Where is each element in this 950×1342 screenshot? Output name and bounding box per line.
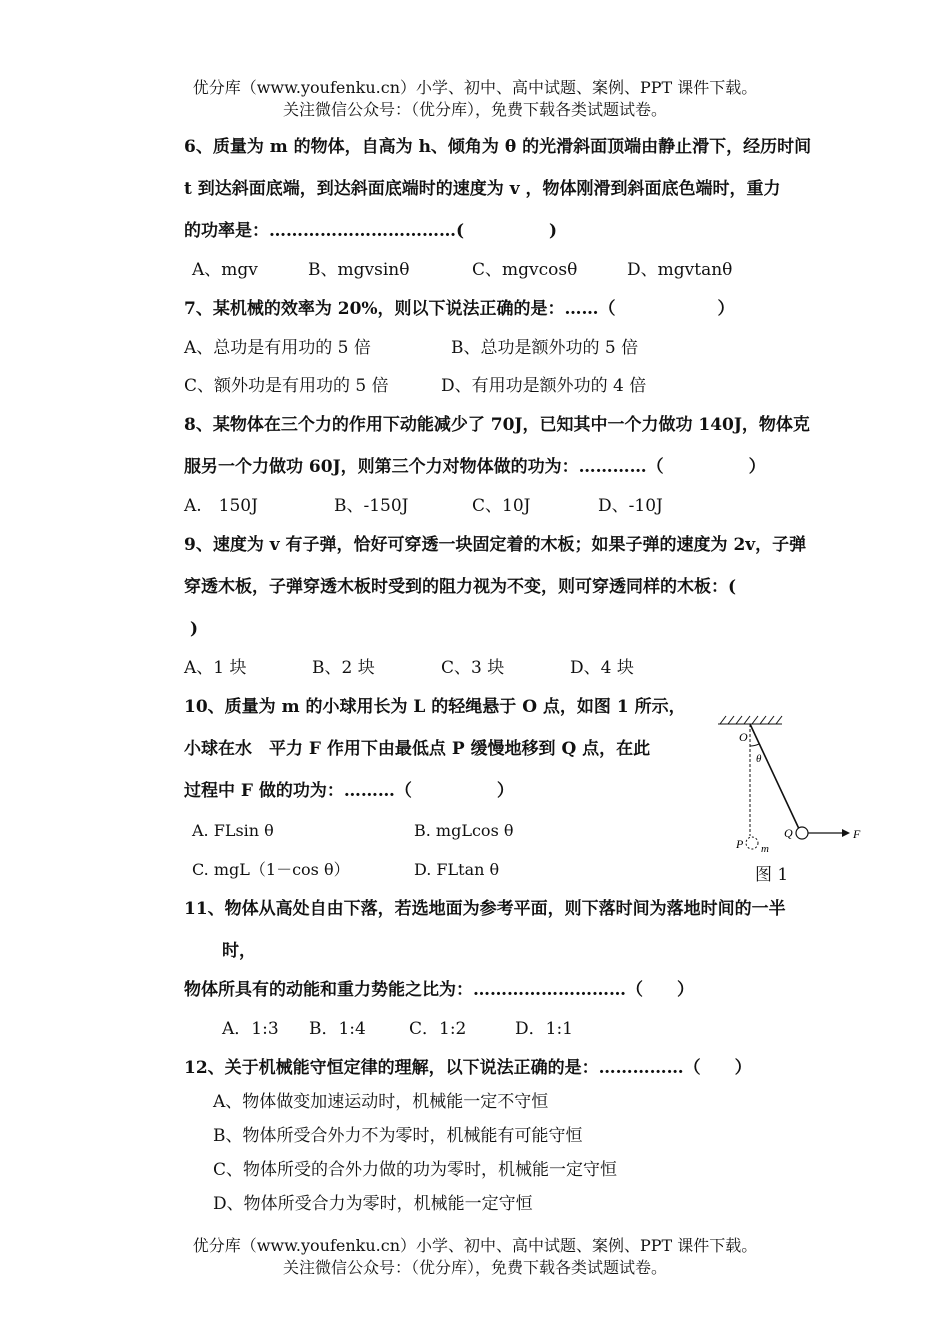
ball-p-dashed [746,837,758,849]
label-q: Q [784,826,793,840]
q8-text-1: 8、某物体在三个力的作用下动能减少了 70J，已知其中一个力做功 140J，物体克 [184,415,810,435]
q6-option-a: A、mgv [192,260,258,280]
q9-text-1: 9、速度为 v 有子弹，恰好可穿透一块固定着的木板；如果子弹的速度为 2v，子弹 [184,535,807,555]
force-arrowhead [842,829,850,837]
rope [750,724,800,831]
q11-option-c: C．1:2 [409,1019,467,1039]
header-line-1: 优分库（www.youfenku.cn）小学、初中、高中试题、案例、PPT 课件下载。 [192,78,758,97]
header-line-2: 关注微信公众号：（优分库），免费下载各类试题试卷。 [282,100,667,119]
q12-text-1: 12、关于机械能守恒定律的理解，以下说法正确的是：……………（ ） [184,1058,752,1078]
q6-option-d: D、mgvtanθ [627,260,733,280]
figure-caption: 图 1 [755,865,789,885]
label-p: P [736,837,744,851]
pendulum-figure [712,712,872,892]
q6-text-1: 6、质量为 m 的物体，自高为 h、倾角为 θ 的光滑斜面顶端由静止滑下，经历时间 [184,137,812,157]
q7-text-1: 7、某机械的效率为 20%，则以下说法正确的是：……（ ） [184,299,735,319]
label-f: F [853,827,861,841]
q6-option-b: B、mgvsinθ [308,260,410,280]
q9-text-3: ) [190,619,199,639]
q10-text-2: 小球在水 平力 F 作用下由最低点 P 缓慢地移到 Q 点，在此 [184,739,651,759]
q11-text-2: 时， [222,941,256,961]
q11-option-b: B．1:4 [309,1019,366,1039]
q7-option-c: C、额外功是有用功的 5 倍 [184,376,389,396]
q7-option-d: D、有用功是额外功的 4 倍 [441,376,647,396]
q9-option-b: B、2 块 [312,658,375,678]
q6-option-c: C、mgvcosθ [472,260,578,280]
q11-text-1: 11、物体从高处自由下落，若选地面为参考平面，则下落时间为落地时间的一半 [184,899,786,919]
q10-text-1: 10、质量为 m 的小球用长为 L 的轻绳悬于 O 点，如图 1 所示， [184,697,686,717]
q6-text-3: 的功率是：……………………………( ) [184,221,558,241]
q11-option-d: D．1:1 [515,1019,573,1039]
q12-option-c: C、物体所受的合外力做的功为零时，机械能一定守恒 [213,1160,618,1180]
q10-text-3: 过程中 F 做的功为：………（ ） [184,781,514,801]
q8-option-c: C、10J [472,496,531,516]
label-m: m [761,843,769,855]
q9-option-c: C、3 块 [441,658,505,678]
q9-text-2: 穿透木板，子弹穿透木板时受到的阻力视为不变，则可穿透同样的木板：( [184,577,737,597]
q11-option-a: A．1:3 [222,1019,279,1039]
q10-option-c: C. mgL（1－cos θ） [192,860,350,879]
q10-option-b: B. mgLcos θ [414,821,514,840]
ball-q [796,827,808,839]
q8-option-b: B、-150J [334,496,409,516]
q9-option-a: A、1 块 [184,658,247,678]
q6-text-2: t 到达斜面底端，到达斜面底端时的速度为 v ，物体刚滑到斜面底色端时，重力 [184,179,781,199]
label-o: O [739,730,748,744]
q12-option-b: B、物体所受合外力不为零时，机械能有可能守恒 [213,1126,583,1146]
q8-option-d: D、-10J [598,496,663,516]
q8-text-2: 服另一个力做功 60J，则第三个力对物体做的功为：…………（ ） [184,457,766,477]
label-theta: θ [756,753,762,765]
q10-option-a: A. FLsin θ [192,821,274,840]
q9-option-d: D、4 块 [570,658,634,678]
angle-arc [750,744,759,746]
footer-line-1: 优分库（www.youfenku.cn）小学、初中、高中试题、案例、PPT 课件下载。 [192,1236,758,1255]
q8-option-a: A. 150J [184,496,258,516]
q12-option-a: A、物体做变加速运动时，机械能一定不守恒 [213,1092,549,1112]
q7-option-b: B、总功是额外功的 5 倍 [451,338,639,358]
footer-line-2: 关注微信公众号：（优分库），免费下载各类试题试卷。 [282,1258,667,1277]
q7-option-a: A、总功是有用功的 5 倍 [184,338,371,358]
ceiling-hatch [718,716,782,724]
q12-option-d: D、物体所受合力为零时，机械能一定守恒 [213,1194,533,1214]
q11-text-3: 物体所具有的动能和重力势能之比为：………………………（ ） [184,980,694,1000]
q10-option-d: D. FLtan θ [414,860,500,879]
